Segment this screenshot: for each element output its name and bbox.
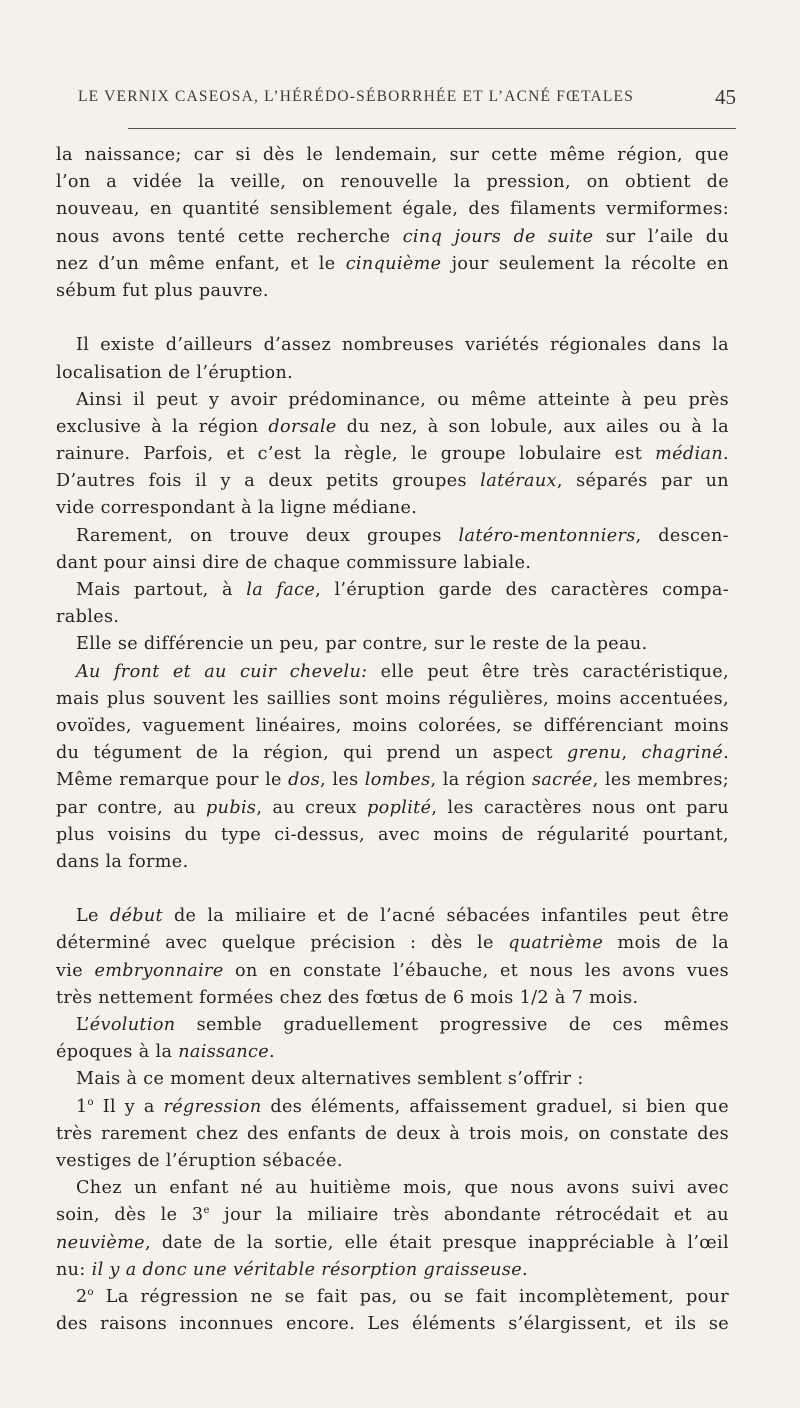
text-line: plus voisins du type ci-dessus, avec moins de régularité pourtant, bbox=[56, 824, 729, 845]
italic-phrase: chagriné bbox=[641, 743, 724, 764]
text-line: vide correspondant à la ligne médiane. bbox=[56, 498, 418, 519]
text-line: nouveau, en quantité sensiblement égale, des filaments vermiformes: bbox=[56, 199, 729, 220]
text-line: sébum fut plus pauvre. bbox=[56, 280, 269, 301]
body-text bbox=[56, 142, 729, 1338]
text-line: nez d’un même enfant, et le cinquième jour seulement la récolte en bbox=[56, 253, 729, 274]
italic-phrase: latéro-mentonniers bbox=[458, 525, 636, 546]
italic-phrase: dorsale bbox=[268, 416, 337, 437]
text-line: soin, dès le 3e jour la miliaire très abondante rétrocédait et au bbox=[56, 1205, 729, 1226]
italic-phrase: sacrée bbox=[531, 770, 593, 791]
text-line: dans la forme. bbox=[56, 851, 189, 872]
text-line: la naissance; car si dès le lendemain, sur cette même région, que bbox=[56, 145, 729, 165]
text-line: nu: il y a donc une véritable résorption graisseuse. bbox=[56, 1259, 528, 1280]
text-line: Elle se différencie un peu, par contre, sur le reste de la peau. bbox=[76, 634, 648, 655]
text-line: des raisons inconnues encore. Les éléments s’élargissent, et ils se bbox=[56, 1314, 729, 1335]
text-line: très nettement formées chez des fœtus de 6 mois 1/2 à 7 mois. bbox=[56, 987, 639, 1008]
page-number: 45 bbox=[715, 85, 736, 109]
italic-phrase: quatrième bbox=[508, 933, 604, 954]
italic-phrase: cinquième bbox=[345, 253, 442, 274]
text-line: époques à la naissance. bbox=[56, 1042, 275, 1063]
italic-phrase: cinq jours de suite bbox=[402, 226, 594, 247]
text-line: Ainsi il peut y avoir prédominance, ou même atteinte à peu près bbox=[76, 389, 729, 410]
italic-phrase: pubis bbox=[206, 797, 257, 818]
running-header bbox=[58, 85, 740, 118]
text-line: Rarement, on trouve deux groupes latéro-mentonniers, descen- bbox=[76, 525, 729, 546]
text-line: dant pour ainsi dire de chaque commissure labiale. bbox=[56, 552, 532, 573]
text-line: du tégument de la région, qui prend un aspect grenu, chagriné. bbox=[56, 743, 729, 764]
italic-phrase: neuvième bbox=[56, 1232, 145, 1253]
text-line: vie embryonnaire on en constate l’ébauche, et nous les avons vues bbox=[56, 960, 729, 981]
text-line: localisation de l’éruption. bbox=[56, 362, 294, 383]
text-line: 1$^o$ Il y a régression des éléments, affaissement graduel, si bien que bbox=[76, 1096, 729, 1117]
text-line: Même remarque pour le dos, les lombes, la région sacrée, les membres; bbox=[56, 770, 729, 791]
italic-phrase: médian bbox=[655, 444, 724, 465]
text-line: Chez un enfant né au huitième mois, que nous avons suivi avec bbox=[76, 1178, 729, 1199]
text-line: nous avons tenté cette recherche cinq jours de suite sur l’aile du bbox=[56, 226, 729, 247]
text-line: ovoïdes, vaguement linéaires, moins colorées, se différenciant moins bbox=[56, 715, 729, 736]
text-line: Il existe d’ailleurs d’assez nombreuses variétés régionales dans la bbox=[76, 335, 729, 356]
text-line: Mais partout, à la face, l’éruption garde des caractères compa- bbox=[76, 580, 729, 600]
text-line: Le début de la miliaire et de l’acné sébacées infantiles peut être bbox=[76, 906, 729, 927]
paragraph-gap bbox=[56, 876, 729, 903]
text-line: Au front et au cuir chevelu: elle peut être très caractéristique, bbox=[76, 661, 729, 682]
italic-phrase: début bbox=[109, 906, 163, 927]
text-line: rainure. Parfois, et c’est la règle, le groupe lobulaire est médian. bbox=[56, 444, 729, 465]
text-line: 2$^o$ La régression ne se fait pas, ou se fait incomplètement, pour bbox=[76, 1286, 729, 1307]
italic-phrase: lombes bbox=[364, 770, 431, 791]
italic-phrase: régression bbox=[163, 1096, 262, 1117]
running-title: LE VERNIX CASEOSA, L’HÉRÉDO-SÉBORRHÉE ET L’ACNÉ FŒTALES bbox=[78, 88, 635, 105]
text-line: Mais à ce moment deux alternatives semblent s’offrir : bbox=[76, 1069, 584, 1090]
text-line: L’évolution semble graduellement progressive de ces mêmes bbox=[76, 1015, 729, 1035]
italic-phrase: grenu bbox=[566, 743, 622, 764]
header-rule bbox=[128, 128, 736, 129]
text-line: très rarement chez des enfants de deux à trois mois, on constate des bbox=[56, 1123, 729, 1144]
italic-phrase: il y a donc une véritable résorption graisseuse bbox=[91, 1259, 523, 1280]
text-line: vestiges de l’éruption sébacée. bbox=[56, 1150, 343, 1171]
italic-phrase: latéraux bbox=[480, 471, 557, 492]
italic-phrase: Au front et au cuir chevelu: bbox=[76, 661, 368, 682]
italic-phrase: poplité bbox=[367, 797, 432, 818]
italic-phrase: dos bbox=[288, 770, 321, 791]
italic-phrase: embryonnaire bbox=[94, 960, 224, 981]
text-line: rables. bbox=[56, 607, 120, 628]
text-line: D’autres fois il y a deux petits groupes latéraux, séparés par un bbox=[56, 471, 729, 492]
italic-phrase: la face bbox=[246, 580, 316, 600]
paragraph-gap bbox=[56, 305, 729, 332]
italic-phrase: naissance bbox=[178, 1042, 269, 1063]
text-line: l’on a vidée la veille, on renouvelle la pression, on obtient de bbox=[56, 172, 729, 193]
text-line: par contre, au pubis, au creux poplité, les caractères nous ont paru bbox=[56, 797, 729, 818]
text-line: déterminé avec quelque précision : dès le quatrième mois de la bbox=[56, 933, 729, 954]
text-line: mais plus souvent les saillies sont moins régulières, moins accentuées, bbox=[56, 688, 729, 709]
italic-phrase: évolution bbox=[89, 1015, 176, 1035]
text-line: neuvième, date de la sortie, elle était presque inappréciable à l’œil bbox=[56, 1232, 729, 1253]
text-line: exclusive à la région dorsale du nez, à son lobule, aux ailes ou à la bbox=[56, 416, 729, 437]
